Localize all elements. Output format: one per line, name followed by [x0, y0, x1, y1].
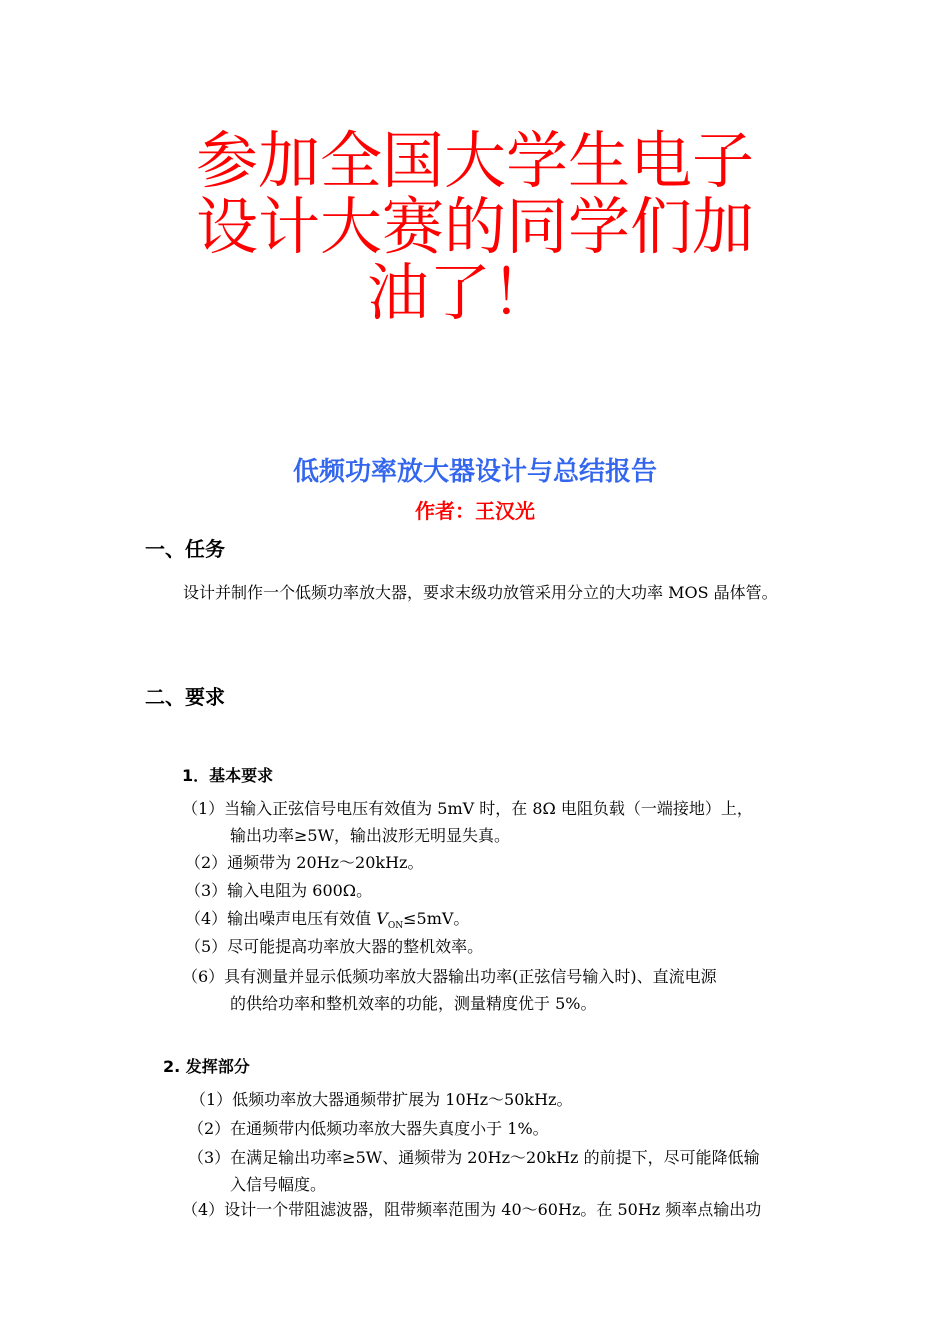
- basic-item-6-line-2: 的供给功率和整机效率的功能，测量精度优于 5%。: [230, 994, 597, 1013]
- basic-item-6-line-1: （6）具有测量并显示低频功率放大器输出功率(正弦信号输入时)、直流电源: [182, 967, 717, 986]
- basic-requirement-item: [182, 795, 753, 849]
- basic-requirements-heading: 1．基本要求: [182, 766, 274, 785]
- banner-line-1: 参加全国大学生电子: [195, 124, 754, 197]
- basic-requirement-item: [182, 963, 717, 1017]
- basic-item-1-line-2: 输出功率≥5W，输出波形无明显失真。: [230, 826, 511, 845]
- basic-requirement-item: [185, 849, 423, 876]
- extended-requirement-item: [188, 1115, 549, 1142]
- extended-item-2: （2）在通频带内低频功率放大器失真度小于 1%。: [188, 1119, 549, 1138]
- extended-requirement-item: [182, 1196, 761, 1223]
- basic-item-2: （2）通频带为 20Hz～20kHz。: [185, 853, 424, 872]
- banner-line-3: 油了！: [366, 256, 553, 329]
- section-task-heading: 一、任务: [145, 537, 225, 561]
- banner-slogan: [0, 124, 950, 329]
- basic-item-4-suffix: ≤5mV。: [403, 909, 470, 928]
- extended-requirements-heading: 2. 发挥部分: [163, 1057, 250, 1076]
- section-task-text: 设计并制作一个低频功率放大器，要求末级功放管采用分立的大功率 MOS 晶体管。: [183, 583, 778, 602]
- report-author: 作者：王汉光: [415, 499, 535, 523]
- basic-item-1-line-1: （1）当输入正弦信号电压有效值为 5mV 时，在 8Ω 电阻负载（一端接地）上，: [182, 799, 753, 818]
- extended-requirement-item: [188, 1144, 760, 1198]
- report-title: 低频功率放大器设计与总结报告: [292, 457, 657, 487]
- extended-item-1: （1）低频功率放大器通频带扩展为 10Hz～50kHz。: [190, 1090, 573, 1109]
- basic-requirement-item: [185, 877, 372, 904]
- extended-item-3-line-2: 入信号幅度。: [230, 1175, 327, 1194]
- section-task-body: [145, 578, 810, 608]
- basic-item-4-prefix: （4）输出噪声电压有效值: [185, 909, 377, 928]
- basic-requirement-item: [185, 933, 483, 960]
- extended-item-3-line-1: （3）在满足输出功率≥5W、通频带为 20Hz～20kHz 的前提下，尽可能降低输: [188, 1148, 760, 1167]
- banner-line-2: 设计大赛的同学们加: [195, 190, 754, 263]
- extended-item-4: （4）设计一个带阻滤波器，阻带频率范围为 40～60Hz。在 50Hz 频率点输出功: [182, 1200, 762, 1219]
- extended-requirement-item: [190, 1086, 572, 1113]
- basic-item-5: （5）尽可能提高功率放大器的整机效率。: [185, 937, 484, 956]
- noise-voltage-symbol: $V_{ON}$: [376, 909, 404, 932]
- section-requirements-heading: 二、要求: [145, 685, 225, 709]
- basic-item-3: （3）输入电阻为 600Ω。: [185, 881, 373, 900]
